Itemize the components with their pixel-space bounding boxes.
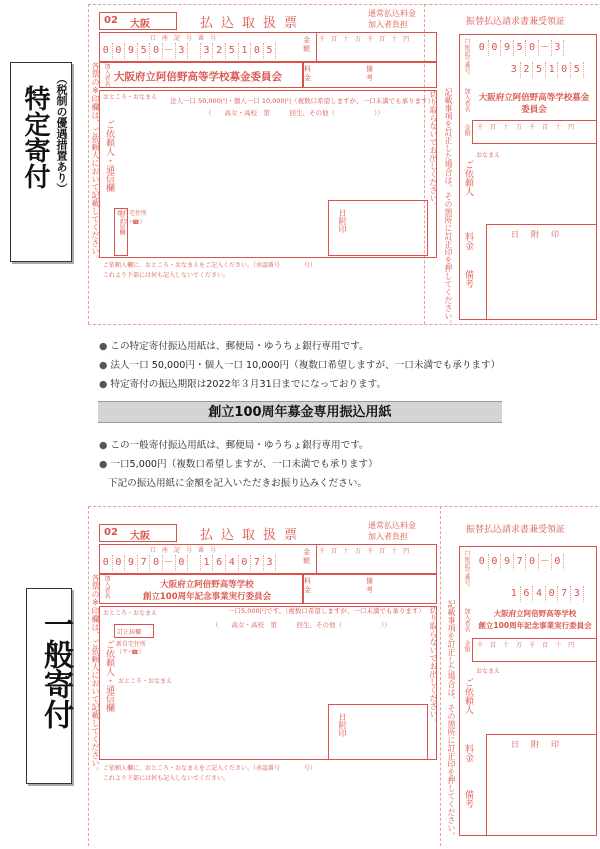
note-item: ● この一般寄付振込用紙は、郵便局・ゆうちょ銀行専用です。 [99, 440, 369, 451]
side-title: 特定寄付 [20, 85, 50, 189]
requester-vertical-label: ご依頼人・通信欄 [104, 120, 114, 192]
receipt-requester-label: ご依頼人 [463, 160, 473, 196]
section-banner: 創立100周年募金専用振込用紙 [98, 401, 502, 423]
address-label: おところ・おなまえ [103, 610, 158, 617]
new-address-label: 新自宅住所 [117, 210, 148, 217]
receipt-account-label: 口座記号番号 [463, 550, 470, 586]
side-subtitle: （税制の優遇措置あり） [55, 73, 68, 194]
digit: 0 [150, 43, 163, 59]
digit: 0 [176, 555, 189, 571]
receipt-amount-units: 千 百 十 万 千 百 十 円 [477, 124, 575, 131]
account-digits [100, 43, 276, 59]
receipt-title: 振替払込請求書兼受領証 [466, 17, 566, 27]
digit: 4 [226, 555, 239, 571]
side-label-general [26, 588, 72, 784]
fee-note-1: 通常払込料金 [368, 9, 416, 18]
holder-name: 大阪府立阿倍野高等学校募金委員会 [114, 71, 282, 83]
receipt-remarks-label: 備考 [463, 270, 473, 288]
holder-box [99, 62, 303, 88]
form-title: 払込取扱票 [200, 528, 306, 543]
holder-label: 加入者名 [103, 63, 110, 87]
fee-note-1: 通常払込料金 [368, 521, 416, 530]
receipt-holder-name-2: 創立100周年記念事業実行委員会 [478, 621, 592, 630]
digit: － [163, 43, 176, 59]
amount-label: 金額 [303, 548, 310, 565]
top-cut-line [88, 4, 598, 5]
side-title: 一般寄付 [38, 609, 73, 729]
left-vertical-note: 各票の※印欄は、ご依頼人において記載してください。 [91, 62, 100, 263]
left-cut-line [88, 506, 89, 846]
digit: 7 [138, 555, 151, 571]
office-box [99, 524, 177, 542]
receipt-remarks-label: 備考 [463, 790, 473, 808]
receipt-vertical-note: 記載事項を訂正した場合は、その箇所に訂正印を押してください。 [444, 88, 453, 328]
digit: 5 [226, 43, 239, 59]
digit [188, 43, 201, 59]
holder-label: 加入者名 [103, 575, 110, 599]
correction-box [114, 208, 128, 256]
digit: 9 [125, 43, 138, 59]
cut-note: 切り取らないでお出しください。 [429, 606, 438, 726]
holder-name-1: 大阪府立阿倍野高等学校 [160, 580, 254, 590]
account-label: 口座記号番号 [150, 547, 223, 554]
account-label: 口座記号番号 [150, 35, 223, 42]
address-label-lower: おところ・おなまえ [118, 678, 173, 685]
holder-box [99, 574, 303, 604]
bottom-note: ご依頼人欄に、おところ・おなまえをご記入ください。（承認番号 号） [103, 262, 317, 269]
amount-field[interactable] [316, 544, 437, 574]
receipt-vertical-note: 記載事項を訂正した場合は、その箇所に訂正印を押してください。 [447, 600, 456, 840]
digit: 6 [213, 555, 226, 571]
digit: 0 [113, 555, 126, 571]
amount-units: 千 百 十 万 千 百 十 円 [319, 36, 410, 43]
note-item: ● この特定寄付振込用紙は、郵便局・ゆうちょ銀行専用です。 [99, 341, 369, 352]
receipt-amount-field[interactable] [472, 120, 597, 144]
receipt-holder-name-1: 大阪府立阿倍野高等学校 [493, 609, 577, 618]
note-item: ● 特定寄付の振込期限は2022年３月31日までになっております。 [99, 379, 387, 390]
fee-label: 料金 [304, 65, 311, 82]
digit: 1 [201, 555, 214, 571]
remarks-label: 備考 [366, 577, 373, 594]
receipt-fee-label: 料金 [463, 232, 473, 250]
receipt-holder-label: 加入者名 [463, 608, 470, 632]
office-code: 02 [104, 527, 118, 538]
form-specific-donation [0, 0, 600, 330]
receipt-account-number: 1 6 4 0 7 3 [508, 586, 584, 602]
office-name: 大阪 [130, 531, 150, 542]
amount-units: 千 百 十 万 千 百 十 円 [319, 548, 410, 555]
note-item: ● 一口5,000円（複数口希望しますが、一口未満でも承ります） [99, 459, 378, 470]
bottom-cut-line [88, 324, 598, 325]
digit: 7 [251, 555, 264, 571]
middle-cut-line [440, 506, 441, 846]
correction-box [114, 624, 154, 638]
receipt-holder-name: 大阪府立阿倍野高等学校募金委員会 [478, 93, 590, 115]
receipt-amount-label: 金額 [463, 124, 470, 136]
new-address-label: 新自宅住所 [116, 641, 147, 648]
receipt-date-stamp [486, 734, 597, 836]
receipt-date-label: 日附印 [511, 740, 571, 749]
digit: 0 [113, 43, 126, 59]
fee-box [303, 62, 437, 88]
note-item: ● 法人一口 50,000円・個人一口 10,000円（複数口希望しますが、一口未満でも承ります） [99, 360, 501, 371]
digit [188, 555, 201, 571]
receipt-date-stamp [486, 224, 597, 320]
cut-note: 切り取らないでお出しください。 [429, 90, 438, 210]
address-label: おところ・おなまえ [103, 94, 158, 101]
receipt-account-label: 口座記号番号 [463, 38, 470, 74]
digit: 0 [150, 555, 163, 571]
digit: 0 [239, 555, 252, 571]
left-vertical-note: 各票の※印欄は、ご依頼人において記載してください。 [91, 574, 100, 775]
receipt-date-label: 日附印 [511, 230, 571, 239]
receipt-amount-field[interactable] [472, 638, 597, 662]
digit: 1 [239, 43, 252, 59]
receipt-fee-label: 料金 [463, 744, 473, 762]
digit: 0 [100, 43, 113, 59]
receipt-amount-units: 千 百 十 万 千 百 十 円 [477, 642, 575, 649]
correction-label: 訂正届欄 [118, 211, 125, 235]
receipt-account-prefix: 0 0 9 5 0 － 3 [476, 40, 564, 56]
date-stamp-box [328, 200, 428, 256]
digit: 5 [264, 43, 277, 59]
school-line: （ 高女・高校 第 回生、その他（ ）） [212, 621, 391, 629]
fee-box [303, 574, 437, 604]
office-code: 02 [104, 15, 118, 26]
date-stamp-label: 日附印 [338, 209, 347, 233]
left-cut-line [88, 4, 89, 324]
amount-note: 法人一口 50,000円・個人一口 10,000円（複数口希望しますが、一口未満でも承ります） [170, 97, 435, 105]
fee-label: 料金 [304, 577, 311, 594]
bottom-note: ご依頼人欄に、おところ・おなまえをご記入ください。（承認番号 号） [103, 765, 317, 772]
amount-note: 一口5,000円です。（複数口希望しますが、一口未満でも承ります） [228, 607, 425, 615]
fee-note-2: 加入者負担 [368, 532, 408, 541]
office-box [99, 12, 177, 30]
top-cut-line [88, 506, 598, 507]
remarks-label: 備考 [366, 65, 373, 82]
digit: 9 [125, 555, 138, 571]
receipt-requester-label: ご依頼人 [463, 678, 473, 714]
digit: － [163, 555, 176, 571]
correction-label: 訂正届欄 [117, 629, 142, 636]
digit: 0 [251, 43, 264, 59]
receipt-account-number: 3 2 5 1 0 5 [508, 62, 584, 78]
receipt-holder-label: 加入者名 [463, 88, 470, 112]
school-line: （ 高女・高校 第 回生、その他（ ）） [205, 109, 384, 117]
fee-note-2: 加入者負担 [368, 20, 408, 29]
digit: 3 [176, 43, 189, 59]
form-general-donation [0, 500, 600, 849]
receipt-title: 振替払込請求書兼受領証 [466, 525, 566, 535]
form-title: 払込取扱票 [200, 16, 306, 31]
date-stamp-label: 日附印 [338, 713, 347, 737]
bottom-note-2: これより下部には何も記入しないでください。 [103, 272, 230, 279]
digit: 2 [213, 43, 226, 59]
note-item: 下記の振込用紙に金額を記入いただきお振り込みください。 [108, 478, 368, 489]
amount-label: 金額 [303, 36, 310, 53]
side-label-specific [10, 62, 72, 262]
receipt-account-prefix: 0 0 9 7 0 － 0 [476, 554, 564, 570]
receipt-address-label: おなまえ [476, 668, 501, 675]
account-digits [100, 555, 276, 571]
requester-vertical-label: ご依頼人・通信欄 [104, 640, 114, 712]
digit: 3 [201, 43, 214, 59]
digit: 5 [138, 43, 151, 59]
office-name: 大阪 [130, 19, 150, 30]
bottom-note-2: これより下部には何も記入しないでください。 [103, 775, 230, 782]
digit: 3 [264, 555, 277, 571]
receipt-amount-label: 金額 [463, 640, 470, 652]
postal-mark: （〒･☎） [117, 219, 146, 226]
amount-field[interactable] [316, 32, 437, 62]
receipt-address-label: おなまえ [476, 152, 501, 159]
date-stamp-box [328, 704, 428, 760]
holder-name-2: 創立100周年記念事業実行委員会 [142, 592, 272, 602]
postal-mark: （〒･☎） [116, 649, 145, 656]
digit: 0 [100, 555, 113, 571]
